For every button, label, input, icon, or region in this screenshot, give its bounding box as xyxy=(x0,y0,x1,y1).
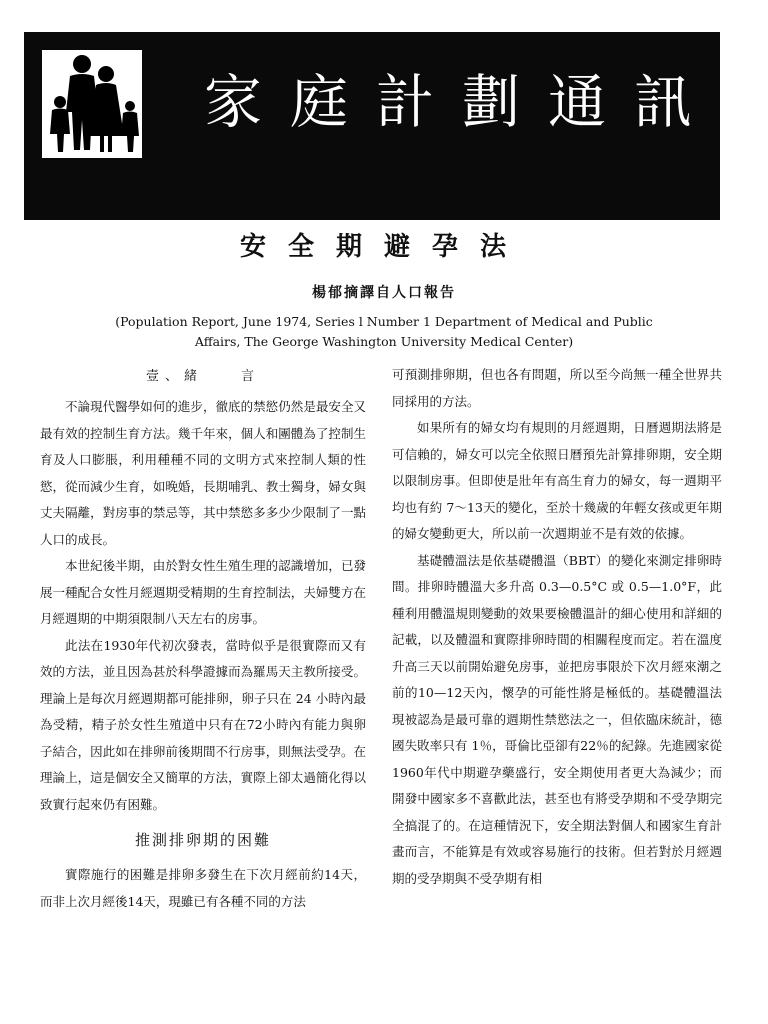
article-byline: 楊郁摘譯自人口報告 xyxy=(312,285,456,301)
subheading-ovulation-difficulty: 推測排卵期的困難 xyxy=(134,831,271,849)
right-column xyxy=(392,362,722,892)
paragraph: 本世紀後半期，由於對女性生殖生理的認識增加，已發展一種配合女性月經週期受精期的生育控制法，夫婦雙方在月經週期的中期須限制八天左右的房事。 xyxy=(40,558,366,626)
left-column xyxy=(40,362,366,915)
masthead-banner xyxy=(24,32,720,220)
family-logo xyxy=(42,50,142,158)
source-line-1: (Population Report, June 1974, Series l Number 1 Department of Medical and Public xyxy=(115,314,653,329)
source-citation xyxy=(80,312,688,352)
source-line-2: Affairs, The George Washington University Medical Center) xyxy=(194,334,574,349)
newsletter-title: 家庭計劃通訊 xyxy=(204,68,721,136)
paragraph: 如果所有的婦女均有規則的月經週期，日曆週期法將是可信賴的，婦女可以完全依照日曆預先計算排卵期，安全期以限制房事。但即使是壯年有高生育力的婦女，每一週期平均也有約 7～13天的變化，至於十幾歲的年輕女孩或更年期的婦女變動更大，所以前一次週期並不是有效的依據。 xyxy=(392,420,722,541)
paragraph: 不論現代醫學如何的進步，徹底的禁慾仍然是最安全又最有效的控制生育方法。幾千年來，個人和團體為了控制生育及人口膨脹，利用種種不同的文明方式來控制人類的性慾，從而減少生育，如晚婚，長期哺乳、教士獨身，婦女與丈夫隔離，對房事的禁忌等，其中禁慾多多少少限制了一點人口的成長。 xyxy=(40,399,366,547)
paragraph: 實際施行的困難是排卵多發生在下次月經前約14天，而非上次月經後14天，現雖已有各種不同的方法 xyxy=(40,867,366,909)
paragraph: 可預測排卵期，但也各有問題，所以至今尚無一種全世界共同採用的方法。 xyxy=(392,367,722,409)
paragraph: 此法在1930年代初次發表，當時似乎是很實際而又有效的方法，並且因為甚於科學證據而為羅馬天主教所接受。理論上是每次月經週期都可能排卵，卵子只在 24 小時內最為受精，精子於女性生殖道中只有在72小時內有能力與卵子結合，因此如在排卵前後期間不行房事，則無法受孕。在理論上，這是個安全又簡單的方法，實際上卻太過簡化得以致實行起來仍有困難。 xyxy=(40,637,366,812)
article-title: 安全期避孕法 xyxy=(239,232,528,262)
family-silhouette-icon xyxy=(42,50,142,158)
paragraph: 基礎體溫法是依基礎體溫（BBT）的變化來測定排卵時間。排卵時體溫大多升高 0.3—0.5°C 或 0.5—1.0°F，此種利用體溫規則變動的效果要檢體溫計的細心使用和詳細的記載，以及體溫和實際排卵時間的相關程度而定。若在溫度升高三天以前開始避免房事，並把房事限於下次月經來潮之前的10—12天內，懷孕的可能性將是極低的。基礎體溫法現被認為是最可靠的週期性禁慾法之一，但依臨床統計，德國失敗率只有 1％，哥倫比亞卻有22％的紀錄。先進國家從1960年代中期避孕藥盛行，安全期使用者更大為減少；而開發中國家多不喜歡此法，甚至也有將受孕期和不受孕期完全搞混了的。在這種情況下，安全期法對個人和國家生育計畫而言，不能算是有效或容易施行的技術。但若對於月經週期的受孕期與不受孕期有相 xyxy=(392,552,722,886)
section-heading-introduction: 壹、緒 言 xyxy=(145,369,260,384)
